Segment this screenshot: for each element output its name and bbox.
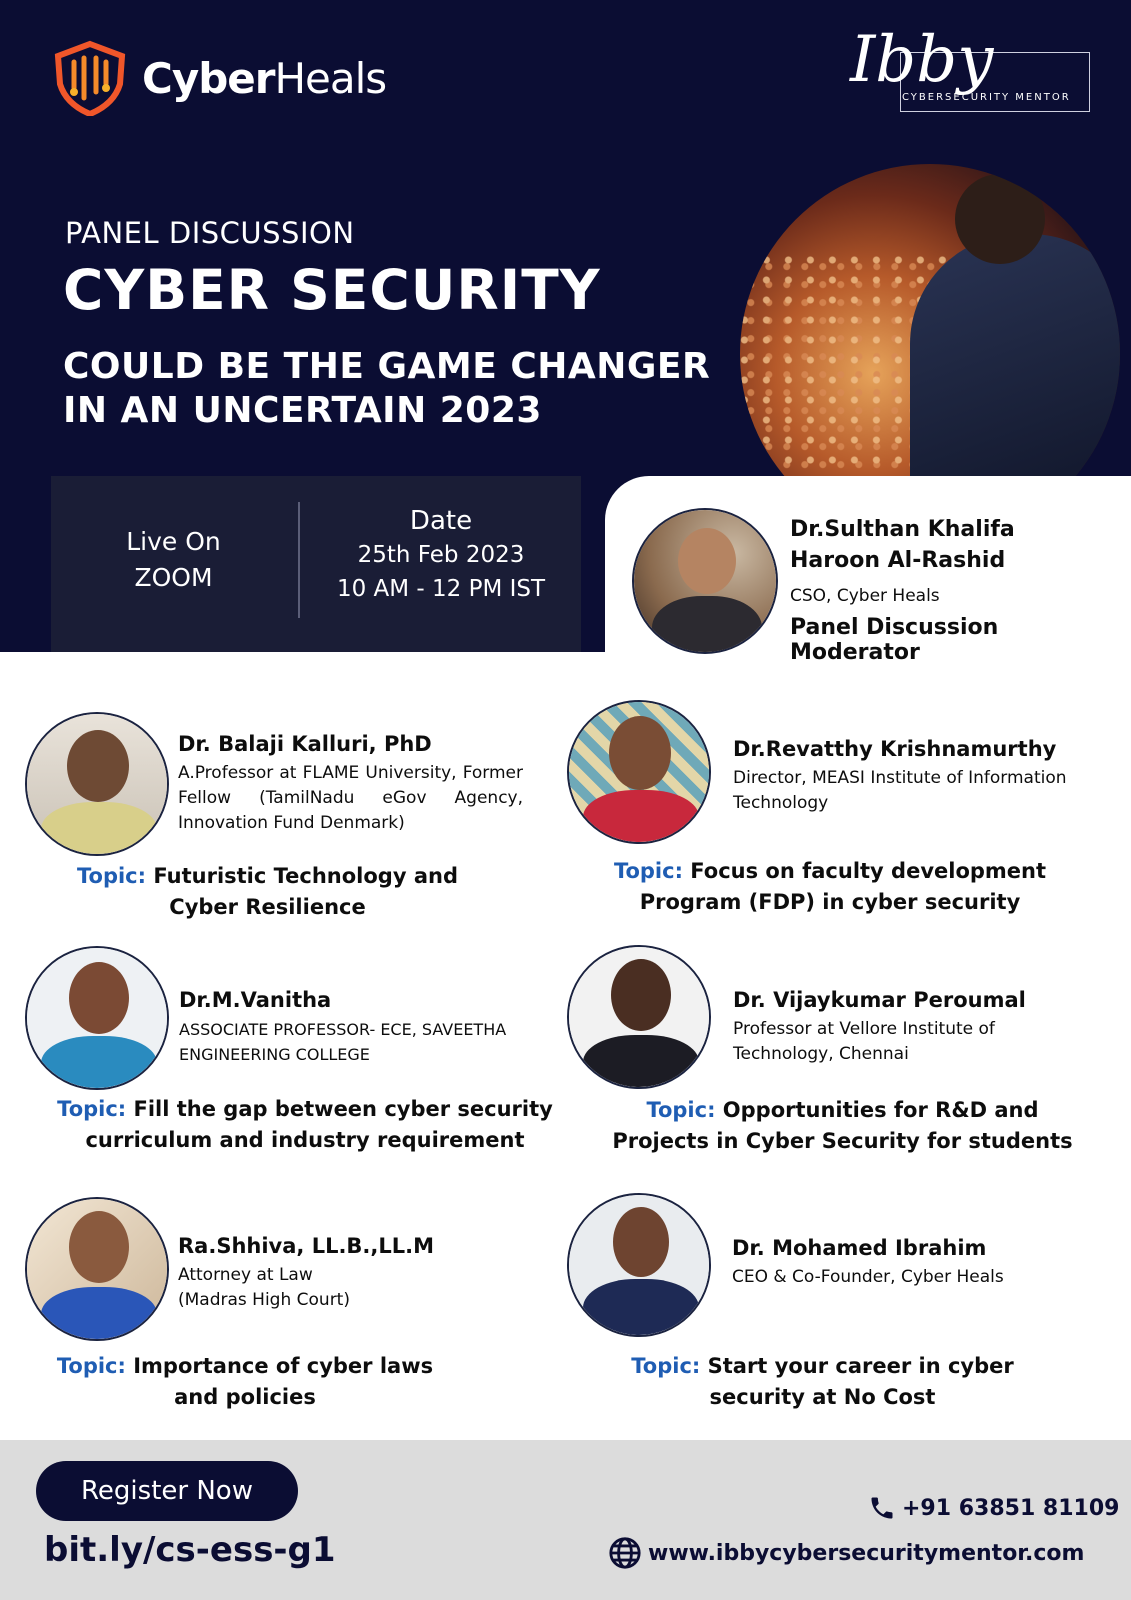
topic-label: Topic: [57, 1097, 127, 1121]
topic-line-1: Focus on faculty development [690, 859, 1047, 883]
topic-label: Topic: [646, 1098, 716, 1122]
topic-line-2: security at No Cost [709, 1385, 936, 1409]
topic-line-2: and policies [174, 1385, 316, 1409]
globe-icon [608, 1536, 642, 1570]
speaker-card [178, 1234, 518, 1313]
topic-line-2: Cyber Resilience [169, 895, 366, 919]
subhead-line-2: IN AN UNCERTAIN 2023 [63, 390, 542, 431]
ibby-subtitle: CYBERSECURITY MENTOR [902, 92, 1071, 103]
speaker-name: Dr.M.Vanitha [179, 988, 332, 1012]
speaker-topic [585, 1095, 1100, 1157]
speaker-avatar [567, 700, 711, 844]
date-label: Date [409, 506, 473, 536]
speaker-head [955, 174, 1045, 264]
website-url: www.ibbycybersecuritymentor.com [648, 1540, 1085, 1566]
contact-phone[interactable] [868, 1493, 1119, 1523]
live-label: Live On [126, 527, 221, 556]
speaker-description-line-1: Attorney at Law [178, 1265, 313, 1285]
topic-label: Topic: [76, 864, 147, 888]
event-time: 10 AM - 12 PM IST [336, 576, 546, 602]
date-block [301, 504, 581, 606]
speaker-topic [600, 1351, 1045, 1413]
moderator-name-line-1: Dr.Sulthan Khalifa [790, 517, 1015, 542]
event-date: 25th Feb 2023 [357, 542, 525, 568]
ibby-logo [850, 23, 1095, 124]
register-link[interactable]: bit.ly/cs-ess-g1 [44, 1530, 336, 1570]
speaker-name: Dr. Mohamed Ibrahim [732, 1236, 987, 1260]
speaker-description: Professor at Vellore Institute of Technology, Chennai [733, 1019, 995, 1064]
platform-block [51, 524, 296, 596]
logo-wordmark: CyberHeals [142, 53, 387, 103]
speaker-avatar [25, 1197, 169, 1341]
speaker-avatar [567, 945, 711, 1089]
topic-label: Topic: [631, 1354, 701, 1378]
contact-website[interactable] [608, 1536, 1084, 1570]
speaker-topic [40, 861, 495, 923]
speaker-description: ASSOCIATE PROFESSOR- ECE, SAVEETHA ENGINEERING COLLEGE [179, 1020, 507, 1064]
phone-icon [868, 1493, 896, 1523]
speaker-card [733, 737, 1073, 816]
speaker-description [178, 1263, 518, 1313]
speaker-avatar [567, 1193, 711, 1337]
cyberheals-logo [52, 40, 386, 116]
event-info-panel [51, 476, 581, 652]
speaker-name: Dr. Vijaykumar Peroumal [733, 988, 1026, 1012]
info-divider [298, 502, 300, 618]
moderator-title: Panel Discussion Moderator [790, 615, 999, 665]
topic-line-2: curriculum and industry requirement [85, 1128, 525, 1152]
speaker-card [178, 732, 523, 836]
topic-line-1: Start your career in cyber [707, 1354, 1014, 1378]
speaker-card [732, 1236, 1092, 1290]
topic-line-2: Program (FDP) in cyber security [639, 890, 1021, 914]
speaker-topic [40, 1351, 450, 1413]
speaker-topic [585, 856, 1075, 918]
speaker-description-line-2: (Madras High Court) [178, 1290, 350, 1310]
speaker-description: Director, MEASI Institute of Information Technology [733, 768, 1067, 813]
speaker-name: Ra.Shhiva, LL.B.,LL.M [178, 1234, 435, 1258]
ibby-script: Ibby [850, 23, 994, 97]
topic-label: Topic: [613, 859, 683, 883]
speaker-name: Dr.Revatthy Krishnamurthy [733, 737, 1057, 761]
topic-line-2: Projects in Cyber Security for students [612, 1129, 1073, 1153]
topic-line-1: Importance of cyber laws [133, 1354, 434, 1378]
speaker-description: CEO & Co-Founder, Cyber Heals [732, 1267, 1004, 1287]
moderator-role: CSO, Cyber Heals [790, 586, 940, 606]
shield-circuit-icon [52, 40, 128, 116]
speaker-topic [40, 1094, 570, 1156]
topic-line-1: Fill the gap between cyber security [133, 1097, 553, 1121]
moderator-name-line-2: Haroon Al-Rashid [790, 548, 1006, 573]
speaker-description: A.Professor at FLAME University, Former Fellow (TamilNadu eGov Agency, Innovation Fund Denmark) [178, 763, 523, 833]
topic-line-1: Futuristic Technology and [153, 864, 458, 888]
speaker-avatar [25, 946, 169, 1090]
event-eyebrow: PANEL DISCUSSION [65, 216, 355, 250]
register-now-button[interactable]: Register Now [36, 1461, 298, 1521]
topic-label: Topic: [56, 1354, 126, 1378]
subhead-line-1: COULD BE THE GAME CHANGER [63, 346, 711, 387]
speaker-avatar [25, 712, 169, 856]
moderator-avatar [632, 508, 778, 654]
phone-number: +91 63851 81109 [902, 1495, 1120, 1521]
speaker-card [733, 988, 1073, 1067]
speaker-name: Dr. Balaji Kalluri, PhD [178, 732, 432, 756]
event-headline: CYBER SECURITY [63, 258, 601, 322]
moderator-name [790, 514, 1015, 576]
event-subhead [63, 345, 743, 433]
topic-line-1: Opportunities for R&D and [722, 1098, 1039, 1122]
platform-name: ZOOM [134, 563, 213, 592]
speaker-card [179, 988, 559, 1067]
